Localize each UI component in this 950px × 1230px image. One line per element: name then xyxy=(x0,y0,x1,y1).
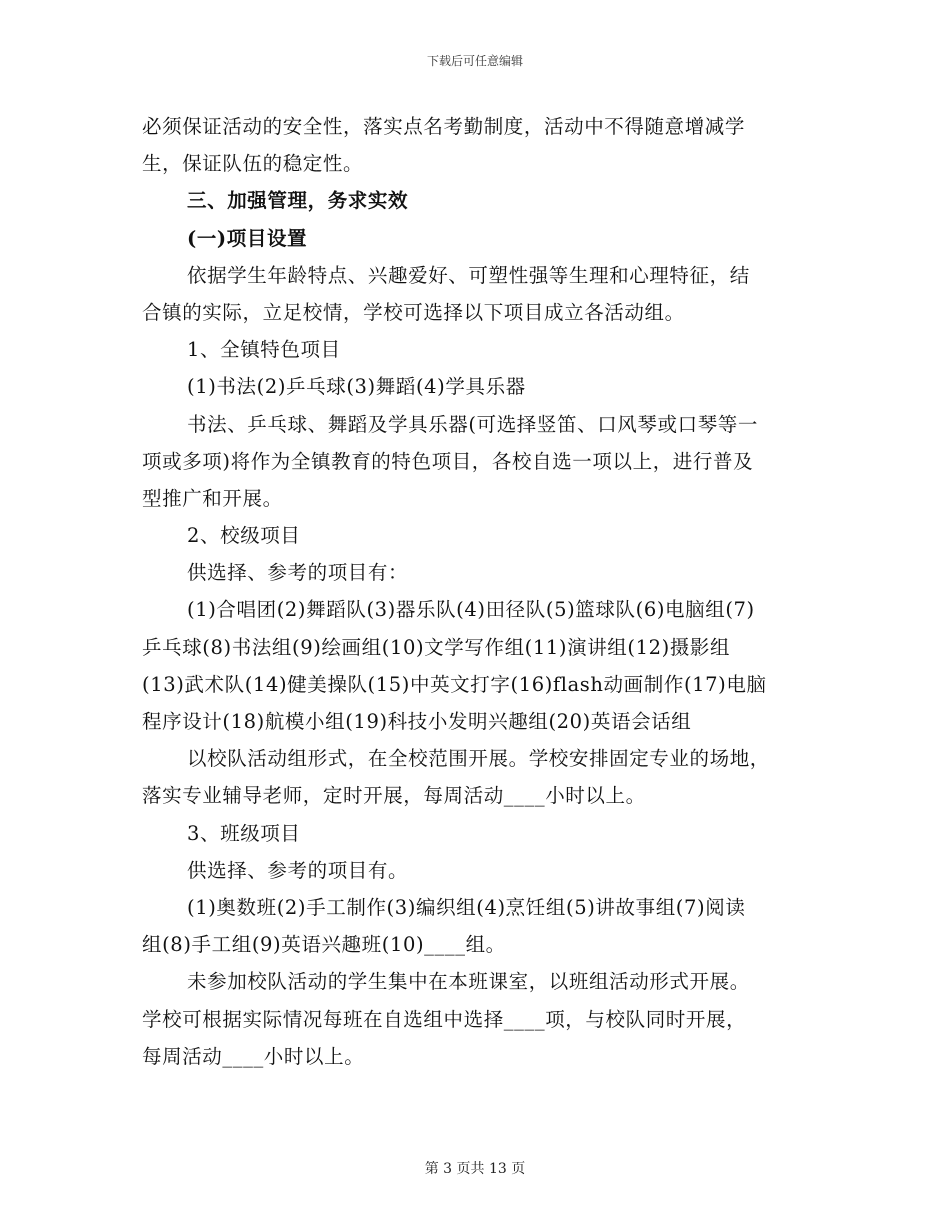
body-text-line: 依据学生年龄特点、兴趣爱好、可塑性强等生理和心理特征，结 xyxy=(187,263,750,287)
body-text-line: 1、全镇特色项目 xyxy=(187,338,341,362)
body-text-line: 供选择、参考的项目有。 xyxy=(187,858,409,882)
page-header: 下载后可任意编辑 xyxy=(426,54,523,68)
section-heading-line: (一)项目设置 xyxy=(187,226,308,250)
body-text-line: 学校可根据实际情况每班在自选组中选择____项，与校队同时开展， xyxy=(142,1007,747,1031)
body-text-line: 2、校级项目 xyxy=(187,524,301,548)
body-text-line: 以校队活动组形式，在全校范围开展。学校安排固定专业的场地， xyxy=(187,747,770,771)
body-text-line: 型推广和开展。 xyxy=(142,486,283,510)
body-text-line: (1)奥数班(2)手工制作(3)编织组(4)烹饪组(5)讲故事组(7)阅读 xyxy=(187,895,746,919)
body-text-line: 必须保证活动的安全性，落实点名考勤制度，活动中不得随意增减学 xyxy=(142,115,746,138)
body-text-line: (1)合唱团(2)舞蹈队(3)器乐队(4)田径队(5)篮球队(6)电脑组(7) xyxy=(187,598,755,622)
section-heading-line: 三、加强管理，务求实效 xyxy=(187,189,409,213)
body-text-line: 乒乓球(8)书法组(9)绘画组(10)文学写作组(11)演讲组(12)摄影组 xyxy=(142,635,731,659)
body-text-line: 生，保证队伍的稳定性。 xyxy=(142,152,364,176)
body-text-line: (1)书法(2)乒乓球(3)舞蹈(4)学具乐器 xyxy=(187,375,526,399)
body-text-line: 书法、乒乓球、舞蹈及学具乐器(可选择竖笛、口风琴或口琴等一 xyxy=(187,412,759,436)
body-text-line: 合镇的实际，立足校情，学校可选择以下项目成立各活动组。 xyxy=(142,300,685,324)
body-text-line: 组(8)手工组(9)英语兴趣班(10)____组。 xyxy=(142,933,506,957)
body-text-line: 供选择、参考的项目有： xyxy=(187,561,409,585)
document-body xyxy=(142,108,810,1075)
body-text-line: 落实专业辅导老师，定时开展，每周活动____小时以上。 xyxy=(142,784,646,808)
body-text-line: (13)武术队(14)健美操队(15)中英文打字(16)flash动画制作(17)电脑 xyxy=(142,672,767,696)
body-text-line: 未参加校队活动的学生集中在本班课室，以班组活动形式开展。 xyxy=(187,970,750,994)
body-text-line: 程序设计(18)航模小组(19)科技小发明兴趣组(20)英语会话组 xyxy=(142,710,692,733)
body-text-line: 3、班级项目 xyxy=(187,821,301,845)
body-text-line: 每周活动____小时以上。 xyxy=(142,1044,365,1068)
page-footer: 第 3 页共 13 页 xyxy=(424,1161,526,1177)
body-text-line: 项或多项)将作为全镇教育的特色项目，各校自选一项以上，进行普及 xyxy=(142,449,754,473)
